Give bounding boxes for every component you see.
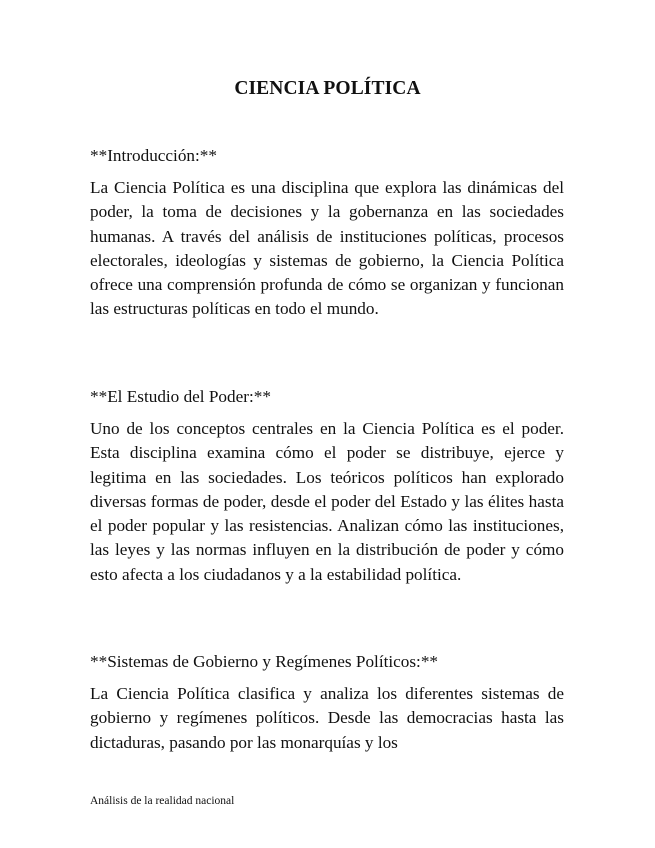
section-heading-estudio-poder: **El Estudio del Poder:** xyxy=(90,387,271,406)
paragraph-sistemas-gobierno: La Ciencia Política clasifica y analiza los diferentes sistemas de gobierno y regímenes políticos. Desde las democracias hasta las dictaduras, pasando por las monarquías y los xyxy=(90,684,564,752)
section-heading-introduccion: **Introducción:** xyxy=(90,146,217,165)
paragraph-estudio-poder: Uno de los conceptos centrales en la Ciencia Política es el poder. Esta disciplina examina cómo el poder se distribuye, ejerce y legitima en las sociedades. Los teóricos políticos han explorado diversas formas de poder, desde el poder del Estado y las élites hasta el poder popular y las resistencias. Analizan cómo las instituciones, las leyes y las normas influyen en la distribución de poder y cómo esto afecta a los ciudadanos y a la estabilidad política. xyxy=(90,419,564,584)
section-heading-sistemas-gobierno: **Sistemas de Gobierno y Regímenes Políticos:** xyxy=(90,652,439,671)
paragraph-introduccion: La Ciencia Política es una disciplina que explora las dinámicas del poder, la toma de decisiones y la gobernanza en las sociedades humanas. A través del análisis de instituciones políticas, procesos electorales, ideologías y sistemas de gobierno, la Ciencia Política ofrece una comprensión profunda de cómo se organizan y funcionan las estructuras políticas en todo el mundo. xyxy=(90,178,564,319)
page-title: CIENCIA POLÍTICA xyxy=(234,78,421,99)
page-footer: Análisis de la realidad nacional xyxy=(90,795,235,807)
